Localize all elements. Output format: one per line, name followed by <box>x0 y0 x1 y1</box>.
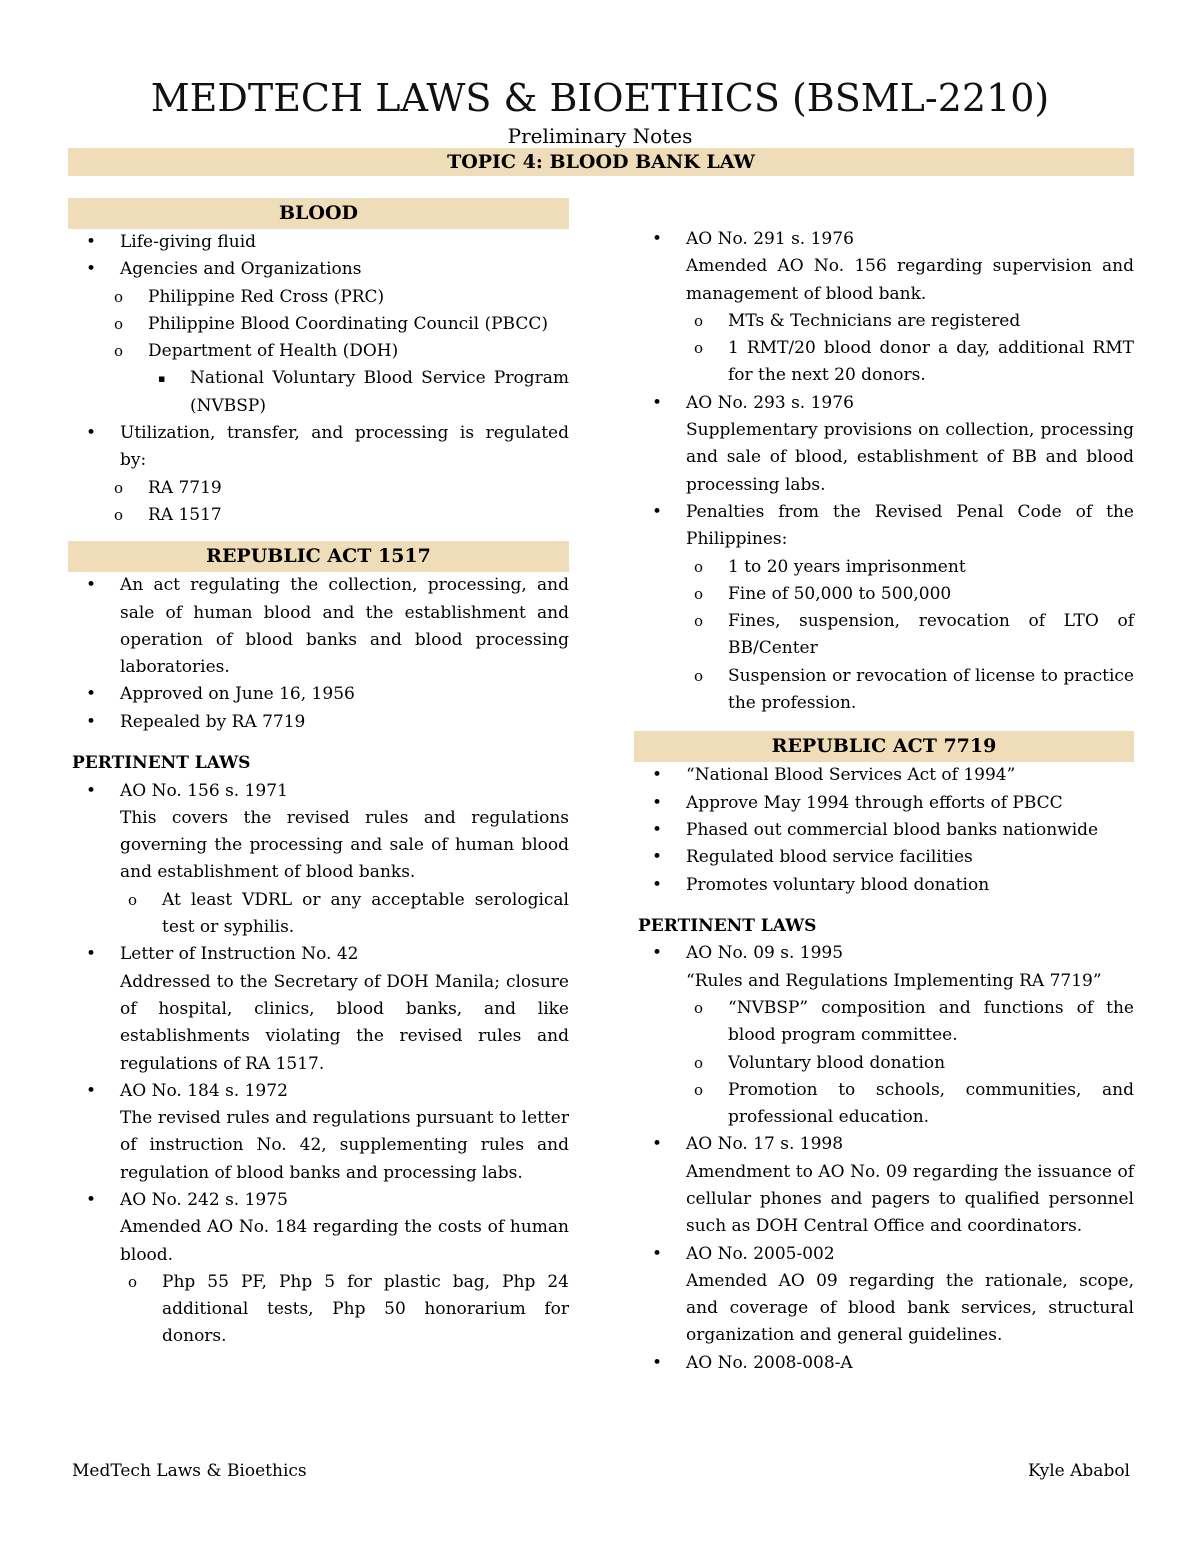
list-item: • Letter of Instruction No. 42 Addressed to the Secretary of DOH Manila; closure of hospital, clinics, blood banks, and like establishments violating the revised rules and regulations of RA 1517. <box>68 941 569 1077</box>
list-item: • Phased out commercial blood banks nationwide <box>634 817 1134 844</box>
circle-bullet-icon: o <box>694 612 704 631</box>
ra1517-pertinent-heading: PERTINENT LAWS <box>72 753 251 774</box>
circle-bullet-icon: o <box>694 1053 704 1072</box>
list-item: • Repealed by RA 7719 <box>68 709 569 736</box>
bullet-icon: • <box>652 1243 663 1264</box>
circle-bullet-icon: o <box>694 998 704 1017</box>
left-column <box>68 198 569 1351</box>
list-item: • Approve May 1994 through efforts of PBCC <box>634 790 1134 817</box>
blood-list <box>68 229 569 529</box>
circle-bullet-icon: o <box>128 1272 138 1291</box>
list-item: • AO No. 156 s. 1971 This covers the revised rules and regulations governing the processing and sale of human blood and establishment of blood banks. <box>68 778 569 887</box>
list-item: • Approved on June 16, 1956 <box>68 681 569 708</box>
list-item: o Php 55 PF, Php 5 for plastic bag, Php 24 additional tests, Php 50 honorarium for donors. <box>68 1269 569 1351</box>
circle-bullet-icon: o <box>694 584 704 603</box>
bullet-icon: • <box>86 944 97 965</box>
list-item: • Utilization, transfer, and processing is regulated by: <box>68 420 569 475</box>
list-item: ▪ National Voluntary Blood Service Program (NVBSP) <box>68 365 569 420</box>
circle-bullet-icon: o <box>694 1080 704 1099</box>
circle-bullet-icon: o <box>114 342 124 361</box>
topic-banner: TOPIC 4: BLOOD BANK LAW <box>68 148 1134 176</box>
list-item: o MTs & Technicians are registered <box>634 308 1134 335</box>
list-item: o Philippine Blood Coordinating Council (PBCC) <box>68 311 569 338</box>
document-subtitle: Preliminary Notes <box>507 124 693 148</box>
square-bullet-icon: ▪ <box>158 372 166 386</box>
list-item: o Fine of 50,000 to 500,000 <box>634 581 1134 608</box>
footer-right: Kyle Ababol <box>1028 1461 1130 1481</box>
bullet-icon: • <box>86 780 97 801</box>
list-item: • Promotes voluntary blood donation <box>634 872 1134 899</box>
list-item: o Department of Health (DOH) <box>68 338 569 365</box>
list-item: o Philippine Red Cross (PRC) <box>68 284 569 311</box>
bullet-icon: • <box>86 423 97 444</box>
list-item: o Suspension or revocation of license to practice the profession. <box>634 663 1134 718</box>
list-item: • Penalties from the Revised Penal Code of the Philippines: <box>634 499 1134 554</box>
list-item: • AO No. 09 s. 1995 “Rules and Regulations Implementing RA 7719” <box>634 940 1134 995</box>
circle-bullet-icon: o <box>114 478 124 497</box>
list-item: • Life-giving fluid <box>68 229 569 256</box>
circle-bullet-icon: o <box>128 890 138 909</box>
right-column <box>634 226 1134 1377</box>
bullet-icon: • <box>86 232 97 252</box>
circle-bullet-icon: o <box>114 505 124 524</box>
circle-bullet-icon: o <box>694 339 704 358</box>
list-item: o “NVBSP” composition and functions of the blood program committee. <box>634 995 1134 1050</box>
blood-heading: BLOOD <box>68 198 569 229</box>
list-item: • AO No. 184 s. 1972 The revised rules and regulations pursuant to letter of instruction No. 42, supplementing rules and regulation of blood banks and processing labs. <box>68 1078 569 1187</box>
bullet-icon: • <box>86 575 97 596</box>
list-item: • Regulated blood service facilities <box>634 844 1134 871</box>
circle-bullet-icon: o <box>114 287 124 306</box>
bullet-icon: • <box>86 684 97 705</box>
document-title: MEDTECH LAWS & BIOETHICS (BSML-2210) <box>150 76 1050 120</box>
ra7719-pertinent-heading: PERTINENT LAWS <box>638 915 817 936</box>
list-item: o Promotion to schools, communities, and professional education. <box>634 1077 1134 1132</box>
bullet-icon: • <box>652 392 663 413</box>
bullet-icon: • <box>86 1080 97 1101</box>
bullet-icon: • <box>652 229 663 249</box>
bullet-icon: • <box>652 765 663 786</box>
bullet-icon: • <box>652 1134 663 1155</box>
list-item: o RA 1517 <box>68 502 569 529</box>
bullet-icon: • <box>86 711 97 732</box>
list-item: • AO No. 2008-008-A <box>634 1350 1134 1377</box>
list-item: • Agencies and Organizations <box>68 256 569 283</box>
list-item: • “National Blood Services Act of 1994” <box>634 762 1134 789</box>
list-item: • AO No. 293 s. 1976 Supplementary provisions on collection, processing and sale of blood, establishment of BB and blood processing labs. <box>634 390 1134 499</box>
list-item: o Fines, suspension, revocation of LTO of BB/Center <box>634 608 1134 663</box>
list-item: • AO No. 2005-002 Amended AO 09 regarding the rationale, scope, and coverage of blood bank services, structural organization and general guidelines. <box>634 1241 1134 1350</box>
circle-bullet-icon: o <box>694 557 704 576</box>
list-item: • An act regulating the collection, processing, and sale of human blood and the establishment and operation of blood banks and blood processing laboratories. <box>68 572 569 681</box>
list-item: • AO No. 291 s. 1976 Amended AO No. 156 regarding supervision and management of blood bank. <box>634 226 1134 308</box>
bullet-icon: • <box>652 819 663 840</box>
ra7719-heading: REPUBLIC ACT 7719 <box>634 731 1134 762</box>
list-item: • AO No. 242 s. 1975 Amended AO No. 184 regarding the costs of human blood. <box>68 1187 569 1269</box>
circle-bullet-icon: o <box>694 666 704 685</box>
ra1517-list <box>68 572 569 736</box>
bullet-icon: • <box>652 792 663 813</box>
ra1517-pertinent-list <box>68 778 569 1351</box>
bullet-icon: • <box>652 943 663 964</box>
bullet-icon: • <box>652 847 663 868</box>
ra1517-heading: REPUBLIC ACT 1517 <box>68 541 569 572</box>
ra7719-pertinent-list <box>634 940 1134 1377</box>
bullet-icon: • <box>652 1352 663 1373</box>
circle-bullet-icon: o <box>694 311 704 330</box>
bullet-icon: • <box>86 1190 97 1210</box>
list-item: o 1 RMT/20 blood donor a day, additional RMT for the next 20 donors. <box>634 335 1134 390</box>
list-item: o 1 to 20 years imprisonment <box>634 554 1134 581</box>
list-item: o At least VDRL or any acceptable serological test or syphilis. <box>68 887 569 942</box>
bullet-icon: • <box>652 501 663 522</box>
list-item: o Voluntary blood donation <box>634 1050 1134 1077</box>
footer-left: MedTech Laws & Bioethics <box>72 1461 307 1481</box>
list-item: • AO No. 17 s. 1998 Amendment to AO No. 09 regarding the issuance of cellular phones and pagers to qualified personnel such as DOH Central Office and coordinators. <box>634 1131 1134 1240</box>
list-item: o RA 7719 <box>68 475 569 502</box>
circle-bullet-icon: o <box>114 314 124 333</box>
ra7719-list <box>634 762 1134 898</box>
ra1517-continued-list <box>634 226 1134 717</box>
bullet-icon: • <box>652 874 663 895</box>
bullet-icon: • <box>86 259 97 280</box>
